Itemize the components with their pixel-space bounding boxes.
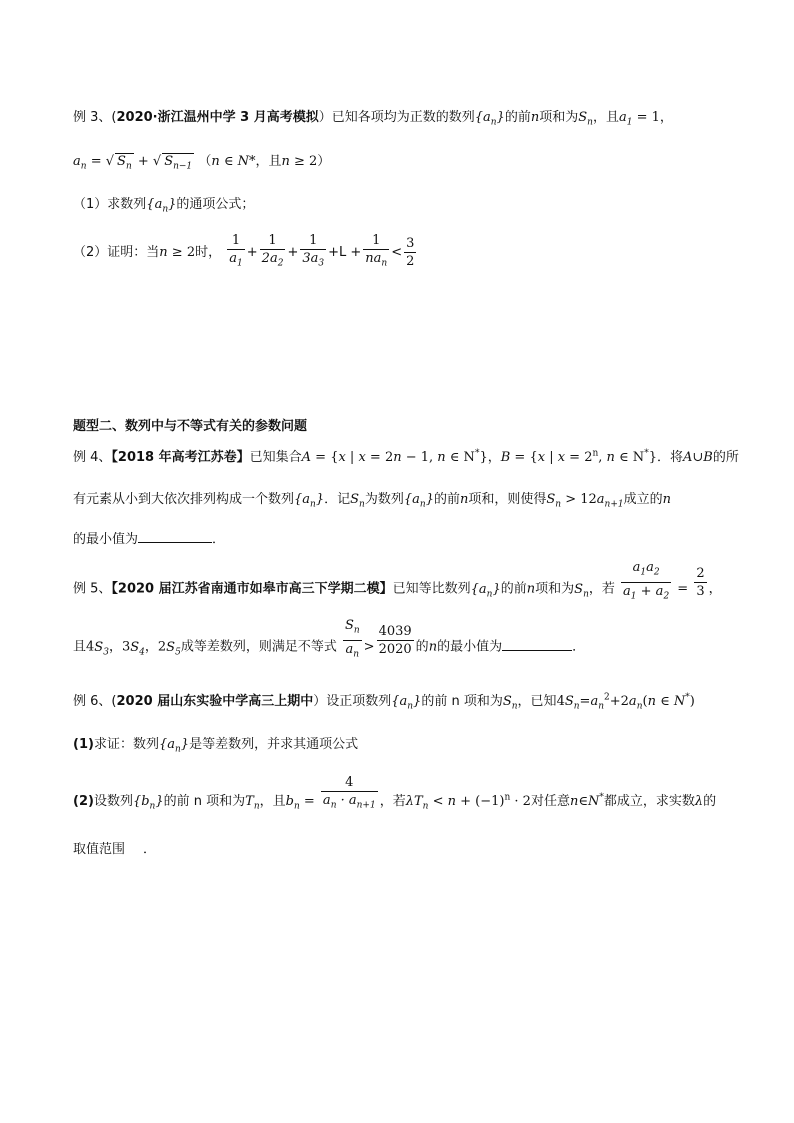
ex3-q1: （1）求数列$\{a_n\}$的通项公式； [73,197,255,215]
answer-blank [138,542,212,543]
math: $\{a_n\}$ [474,110,505,128]
section-title: 题型二、数列中与不等式有关的参数问题 [73,419,308,434]
ex6-line3: 取值范围 ． [73,842,157,857]
ex5-line2: 且$4S_3$，$3S_4$，$2S_5$成等差数列，则满足不等式 $\frac{S_n}{a_n}$ > $\frac{4039}{2020}$ 的n的最小值为 ． [73,618,586,660]
ex4-line2: 有元素从小到大依次排列构成一个数列$\{a_n\}$．记$S_n$为数列$\{a_n\}$的前n项和，则使得$S_n > 12a_{n+1}$成立的n [73,492,672,510]
ex3-q2: （2）证明：当n ≥ 2时， $\frac{1}{a_1}$ + $\frac{1}{2a_2}$ + $\frac{1}{3a_3}$ +L + $\frac{1}{na_n}$ < $\frac{3}{2}$ [73,232,418,273]
answer-blank [502,650,572,651]
ex3-line2: $a_n$ = √ $S_n$ + √ $S_{n-1}$ （n ∈ N*，且n ≥ 2） [73,154,331,172]
ex3-line1: 例 3、(2020·浙江温州中学 3 月高考模拟）已知各项均为正数的数列$\{a_n\}$的前n项和为$S_n$，且$a_1 = 1$， [73,110,673,128]
ex6-q1: (1)求证：数列$\{a_n\}$是等差数列，并求其通项公式 [73,737,359,755]
ex3-prefix: 例 3、( [73,110,117,125]
ex3-source: 2020·浙江温州中学 3 月高考模拟 [116,110,319,125]
ex4-line3: 的最小值为 ． [73,532,226,547]
ex5-line1: 例 5、【2020 届江苏省南通市如皋市高三下学期二模】已知等比数列$\{a_n\}$的前n项和为$S_n$，若 $\frac{a_1a_2}{a_1 + a_2}$ = $\frac{2}{3}$ ， [73,560,722,602]
fraction: $\frac{1}{a_1}$ [229,233,243,269]
ex6-q2: (2)设数列$\{b_n\}$的前 n 项和为$T_n$，且$b_n$ = $\frac{4}{a_n \cdot a_{n+1}}$ ，若$\lambda T_n < n + (-1)^n \cdot 2$对任意n∈N*都成立，求实数λ的 [73,775,717,812]
ex4-line1: 例 4、【2018 年高考江苏卷】已知集合A = {x | x = 2n − 1, n ∈ N*}，B = {x | $x = 2^n$, n ∈ N*}．将A∪B的所 [73,448,739,465]
ex6-line1: 例 6、(2020 届山东实验中学高三上期中）设正项数列$\{a_n\}$的前 n 项和为$S_n$，已知$4S_n=a_n^2+2a_n(n$ ∈ N*) [73,692,695,712]
